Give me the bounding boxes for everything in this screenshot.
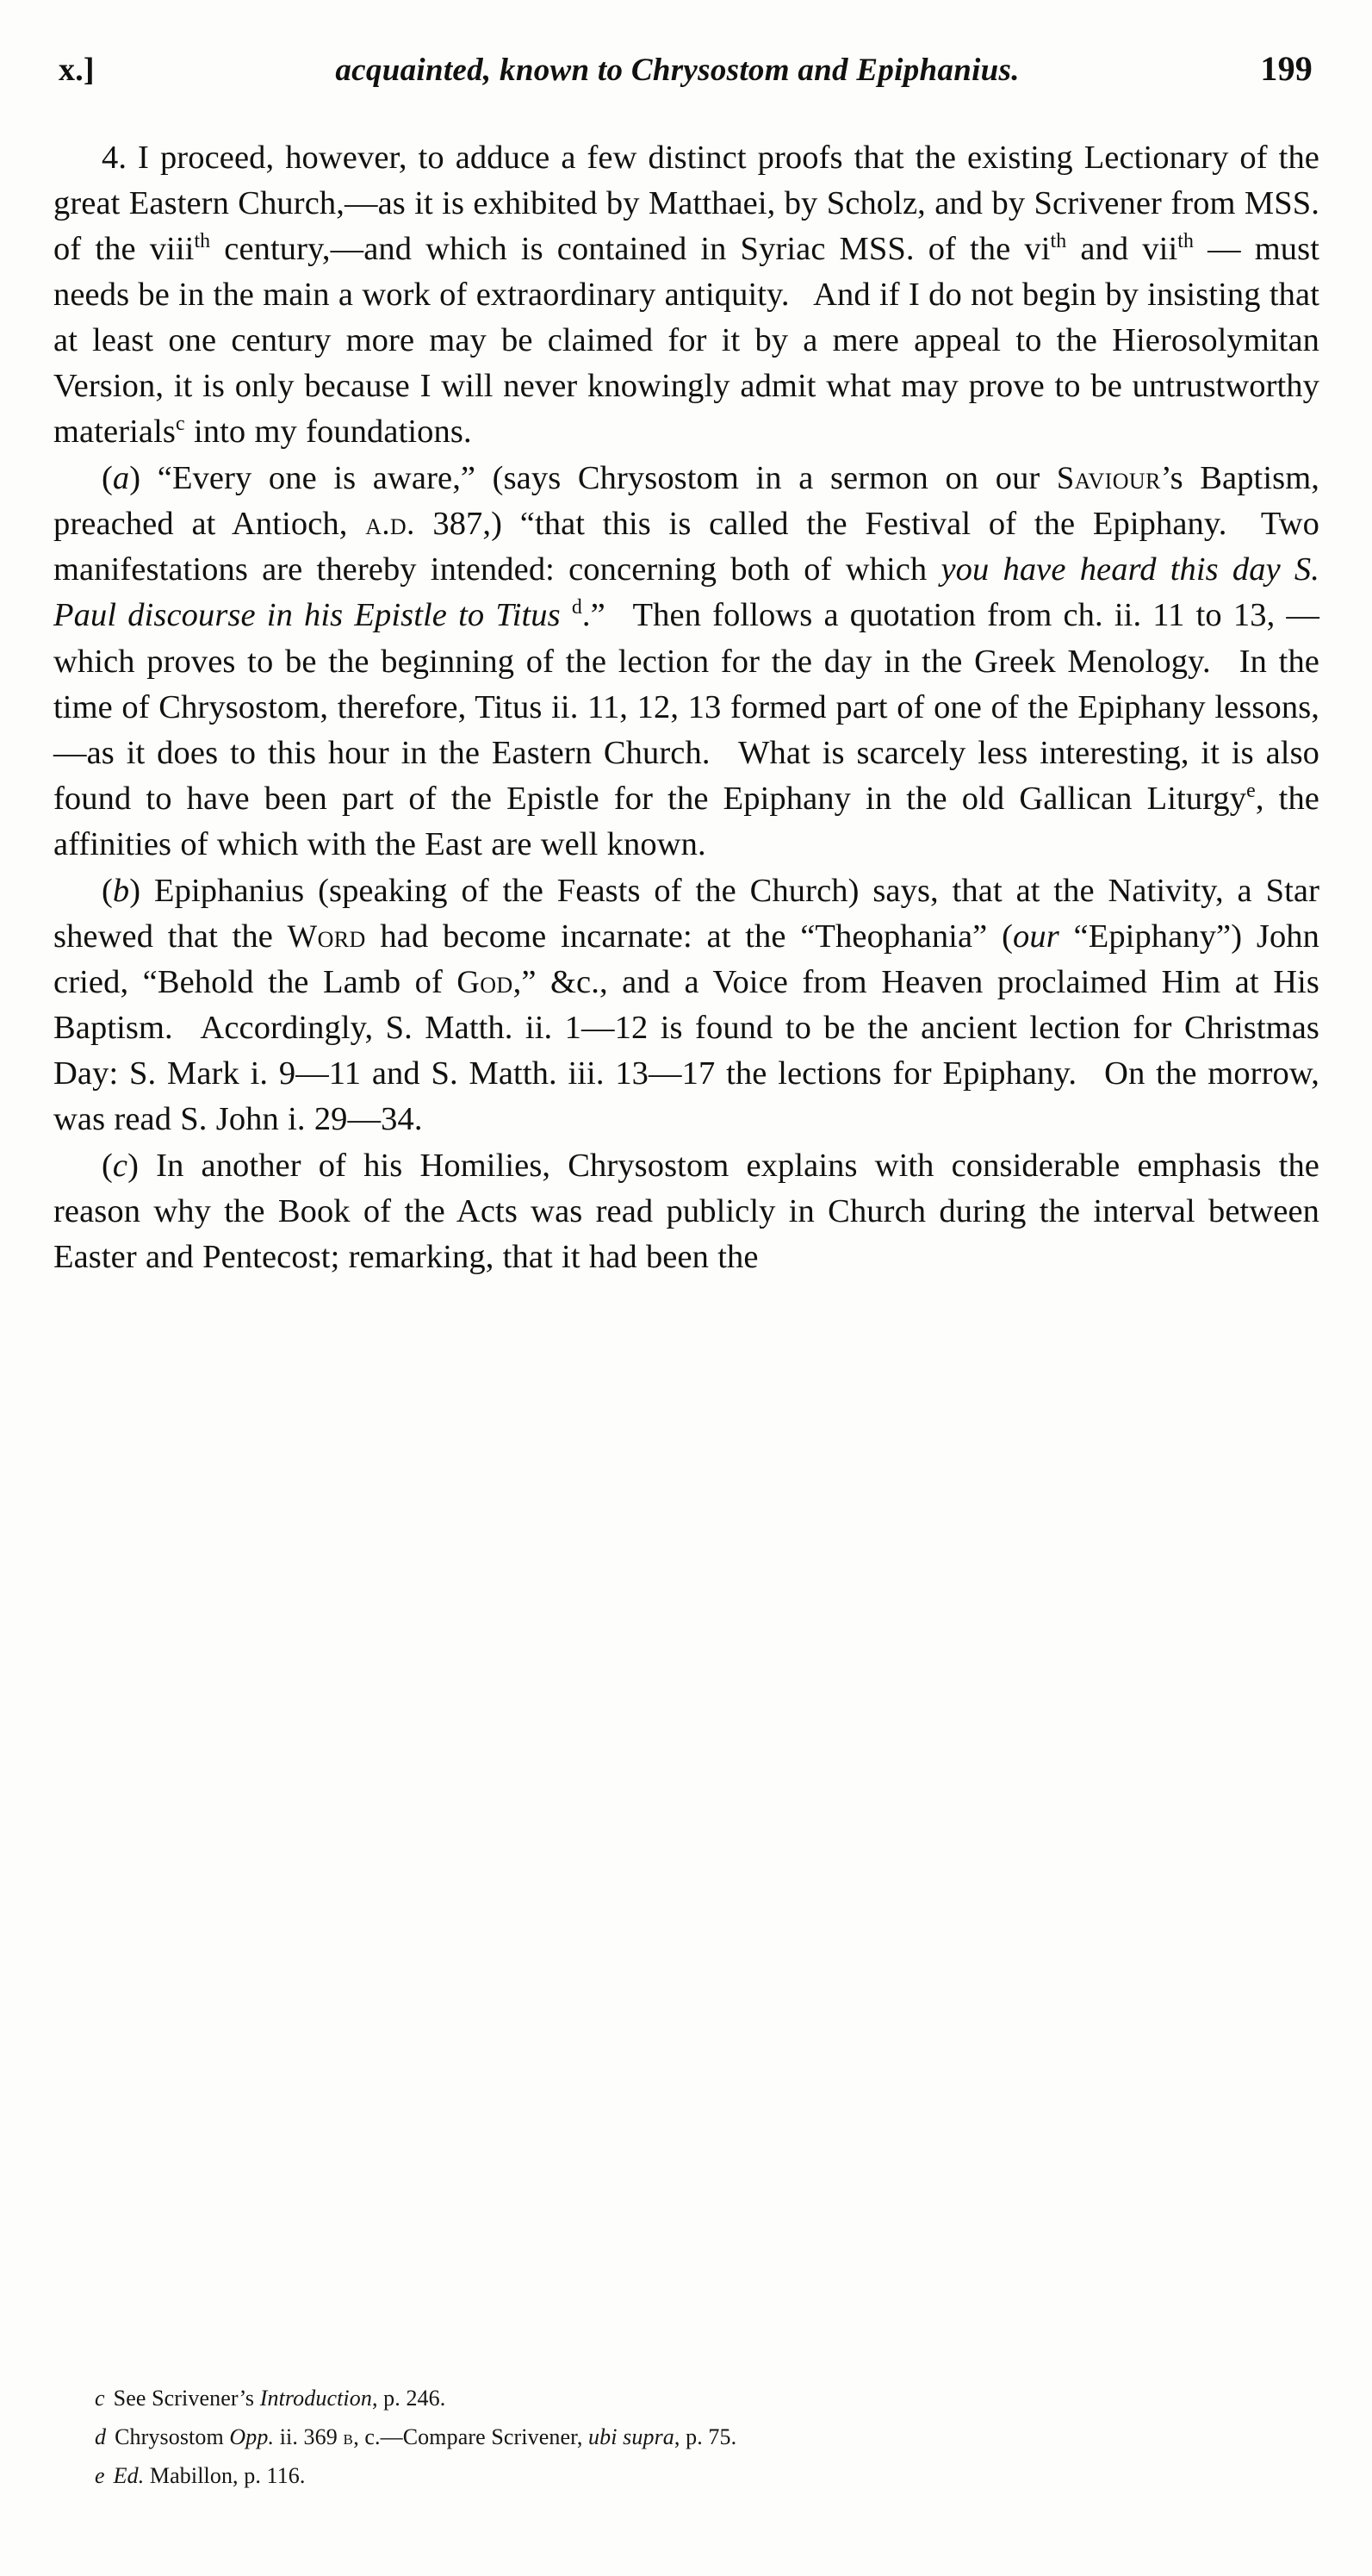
paragraph-4: 4. I proceed, however, to adduce a few distinct proofs that the existing Lectionary of the great Eastern Church,—as it is exhibited by Matthaei, by Scholz, and by Scrivener from MSS. of the viii$^{th}$ century,—and which is contained in Syriac MSS. of the $vi^{th}$ and vii$^{th}$ — must needs be in the main a work of extraordinary antiquity. And if I do not begin by insisting that at least one century more may be claimed for it by a mere appeal to the Hierosolymitan Version, it is only because I will never knowingly admit what may prove to be untrustworthy materials$^c$ into my foundations. <box>53 140 1319 451</box>
page-content <box>53 48 1319 1281</box>
paragraph-a: (a) “Every one is aware,” (says Chrysostom in a sermon on our Saviour’s Baptism, preached at Antioch, a.d. 387,) “that this is called the Festival of the Epiphany. Two manifestations are thereby intended: concerning both of which you have heard this day S. Paul discourse in his Epistle to Titus $^d$.” Then follows a quotation from ch. ii. 11 to 13, —which proves to be the beginning of the lection for the day in the Greek Menology. In the time of Chrysostom, therefore, Titus ii. 11, 12, 13 formed part of one of the Epiphany lessons,—as it does to this hour in the Eastern Church. What is scarcely less interesting, it is also found to have been part of the Epistle for the Epiphany in the old Gallican Liturgy$^e$, the affinities of which with the East are well known. <box>53 460 1320 862</box>
footnote-text-c: See Scrivener’s Introduction, p. 246. <box>113 2386 446 2411</box>
footnote-marker-c: c <box>95 2386 105 2411</box>
footnote-text-d: Chrysostom Opp. ii. 369 b, c.—Compare Scrivener, ubi supra, p. 75. <box>115 2424 737 2449</box>
footnote-marker-e: e <box>95 2462 105 2488</box>
running-head <box>53 48 1319 89</box>
footnote-e <box>95 2461 1318 2492</box>
footnote-text-e: Ed. Mabillon, p. 116. <box>113 2462 306 2488</box>
footnote-marker-d: d <box>95 2424 107 2449</box>
paragraph-b: (b) Epiphanius (speaking of the Feasts of the Church) says, that at the Nativity, a Star shewed that the Word had become incarnate: at the “Theophania” (our “Epiphany”) John cried, “Behold the Lamb of God,” &c., and a Voice from Heaven proclaimed Him at His Baptism. Accordingly, S. Matth. ii. 1—12 is found to be the ancient lection for Christmas Day: S. Mark i. 9—11 and S. Matth. iii. 13—17 the lections for Epiphany. On the morrow, was read S. John i. 29—34. <box>53 872 1320 1137</box>
body-text <box>53 135 1319 1280</box>
running-head-chapter-marker: x.] <box>59 52 95 88</box>
page-number: 199 <box>1260 49 1313 88</box>
paragraph-c: (c) In another of his Homilies, Chrysostom explains with considerable emphasis the reason why the Book of the Acts was read publicly in Church during the interval between Easter and Pentecost; remarking, that it had been the <box>53 1148 1319 1276</box>
footnote-block <box>95 2383 1318 2499</box>
footnote-c <box>95 2383 1318 2415</box>
running-head-title: acquainted, known to Chrysostom and Epiphanius. <box>335 53 1020 88</box>
footnote-d <box>95 2422 1318 2454</box>
